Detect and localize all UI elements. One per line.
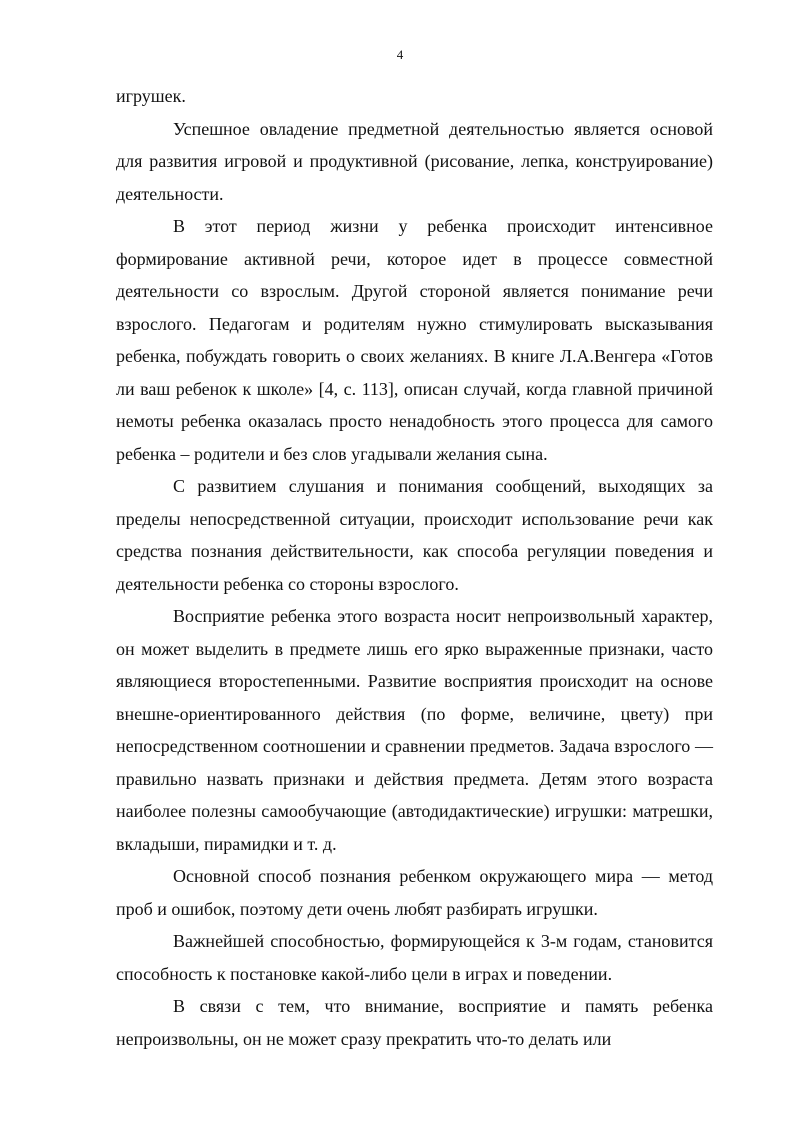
paragraph-active-speech: В этот период жизни у ребенка происходит интенсивное формирование активной речи, которое идет в процессе совместной деятельности со взрослым. Другой стороной является понимание речи взрослого. Педагогам и родителям нужно стимулировать высказывания ребенка, побуждать говорить о своих желаниях. В книге Л.А.Венгера «Готов ли ваш ребенок к школе» [4, с. 113], описан случай, когда главной причиной немоты ребенка оказалась просто ненадобность этого процесса для самого ребенка – родители и без слов угадывали желания сына.	[116, 216, 713, 464]
paragraph-continuation: игрушек.	[116, 86, 186, 106]
paragraph-listening: С развитием слушания и понимания сообщений, выходящих за пределы непосредственной ситуации, происходит использование речи как средства познания действительности, как способа регуляции поведения и деятельности ребенка со стороны взрослого.	[116, 476, 713, 594]
paragraph-attention: В связи с тем, что внимание, восприятие и память ребенка непроизвольны, он не может сразу прекратить что-то делать или	[116, 996, 713, 1049]
paragraph-perception: Восприятие ребенка этого возраста носит непроизвольный характер, он может выделить в предмете лишь его ярко выраженные признаки, часто являющиеся второстепенными. Развитие восприятия происходит на основе внешне-ориентированного действия (по форме, величине, цвету) при непосредственном соотношении и сравнении предметов. Задача взрослого — правильно назвать признаки и действия предмета. Детям этого возраста наиболее полезны самообучающие (автодидактические) игрушки: матрешки, вкладыши, пирамидки и т. д.	[116, 606, 713, 854]
paragraph-goal-setting: Важнейшей способностью, формирующейся к 3-м годам, становится способность к постановке какой-либо цели в играх и поведении.	[116, 931, 713, 984]
page-number: 4	[396, 47, 404, 62]
document-body	[116, 80, 713, 1055]
paragraph-subject-activity: Успешное овладение предметной деятельностью является основой для развития игровой и продуктивной (рисование, лепка, конструирование) деятельности.	[116, 118, 713, 204]
paragraph-trial-and-error: Основной способ познания ребенком окружающего мира — метод проб и ошибок, поэтому дети очень любят разбирать игрушки.	[116, 866, 713, 919]
